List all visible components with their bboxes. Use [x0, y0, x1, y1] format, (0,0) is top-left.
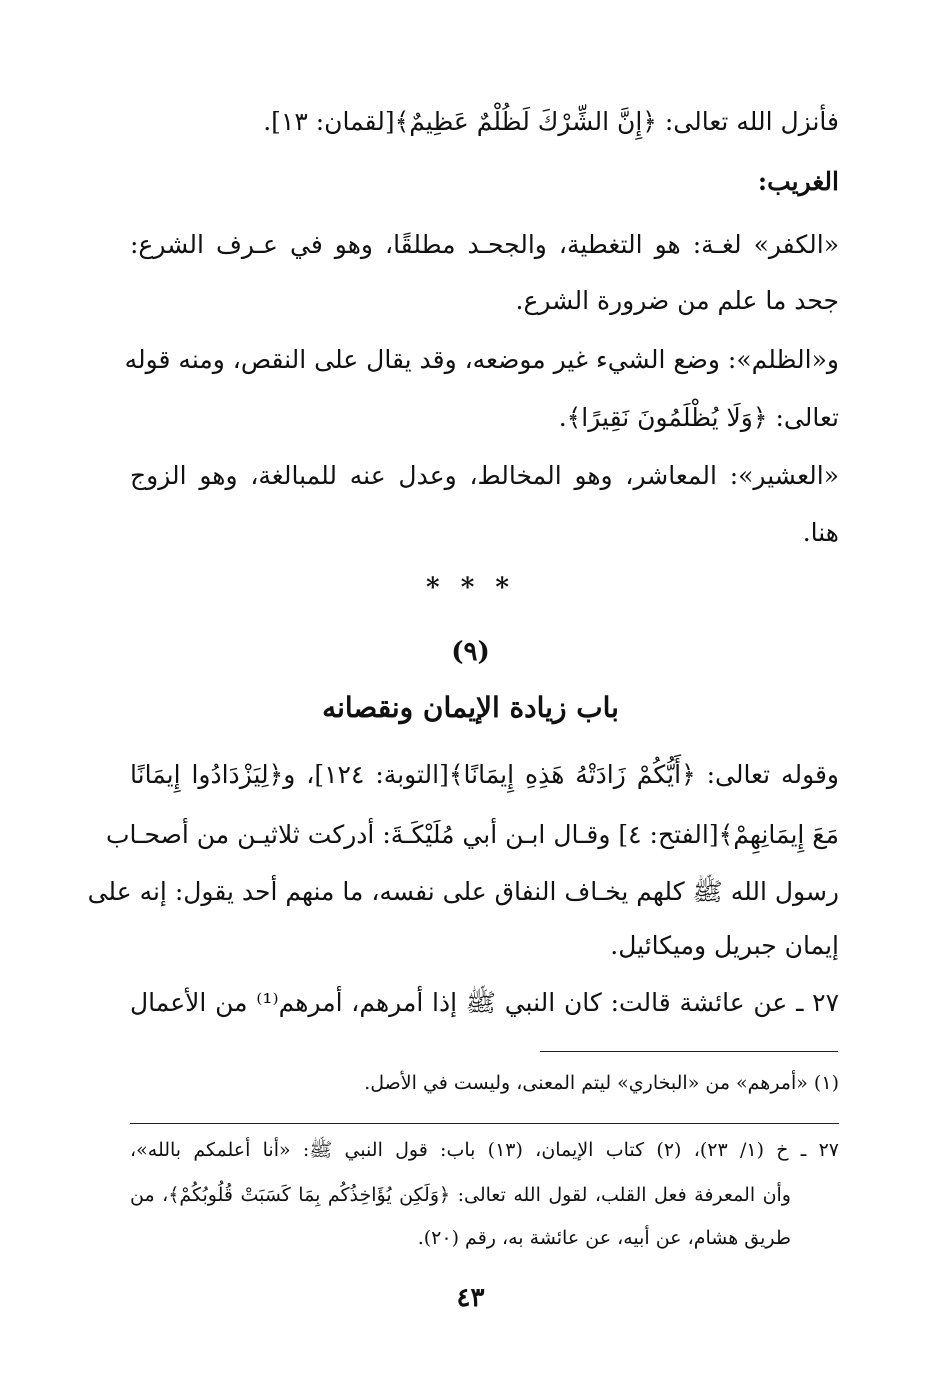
section-separator: * * *: [426, 573, 515, 603]
page-number: ٤٣: [456, 1283, 485, 1313]
hadith-27-line: ٢٧ ـ عن عائشة قالت: كان النبي ﷺ إذا أمرهم، أمرهم⁽¹⁾ من الأعمال: [130, 988, 839, 1017]
gharib-ashir-line-2: هنا.: [802, 518, 839, 547]
gharib-zulm-line-1: و«الظلم»: وضع الشيء غير موضعه، وقد يقال على النقص، ومنه قوله: [124, 345, 839, 374]
footnote-1: (١) «أمرهم» من «البخاري» ليتم المعنى، وليست في الأصل.: [364, 1072, 839, 1094]
chapter-number: (٩): [451, 637, 490, 667]
gharib-heading: الغريب:: [757, 167, 839, 196]
gharib-kufr-line-1: «الكفر» لغـة: هو التغطية، والجحـد مطلقًا، وهو في عـرف الشرع:: [130, 230, 839, 259]
takhrij-line-3: طريق هشام، عن أبيه، عن عائشة به، رقم (٢٠).: [417, 1227, 791, 1249]
chapter-line-2: مَعَ إِيمَانِهِمْ﴾[الفتح: ٤] وقـال ابـن أبي مُلَيْكَـةَ: أدركت ثلاثيـن من أصحـاب: [105, 820, 839, 849]
takhrij-line-2: وأن المعرفة فعل القلب، لقول الله تعالى: ﴿وَلَكِن يُؤَاخِذُكُم بِمَا كَسَبَتْ قُلُوبُكُمْ﴾، من: [130, 1184, 791, 1206]
intro-line: فأنزل الله تعالى: ﴿إِنَّ الشِّرْكَ لَظُلْمٌ عَظِيمٌ﴾[لقمان: ١٣].: [263, 107, 839, 136]
chapter-line-3: رسول الله ﷺ كلهم يخـاف النفاق على نفسه، ما منهم أحد يقول: إنه على: [87, 877, 839, 906]
footnote-rule: [540, 1051, 838, 1052]
takhrij-rule: [130, 1123, 839, 1124]
takhrij-line-1: ٢٧ ـ خ (١/ ٢٣)، (٢) كتاب الإيمان، (١٣) باب: قول النبي ﷺ: «أنا أعلمكم بالله»،: [130, 1139, 839, 1161]
gharib-zulm-line-2: تعالى: ﴿وَلَا يُظْلَمُونَ نَقِيرًا﴾.: [558, 403, 839, 432]
gharib-kufr-line-2: جحد ما علم من ضرورة الشرع.: [515, 286, 839, 315]
gharib-ashir-line-1: «العشير»: المعاشر، وهو المخالط، وعدل عنه للمبالغة، وهو الزوج: [130, 461, 839, 490]
chapter-line-4: إيمان جبريل وميكائيل.: [610, 931, 839, 960]
chapter-title: باب زيادة الإيمان ونقصانه: [322, 691, 619, 724]
chapter-line-1: وقوله تعالى: ﴿أَيُّكُمْ زَادَتْهُ هَذِهِ إِيمَانًا﴾[التوبة: ١٢٤]، و﴿لِيَزْدَادُوا إِيمَانًا: [130, 760, 840, 789]
